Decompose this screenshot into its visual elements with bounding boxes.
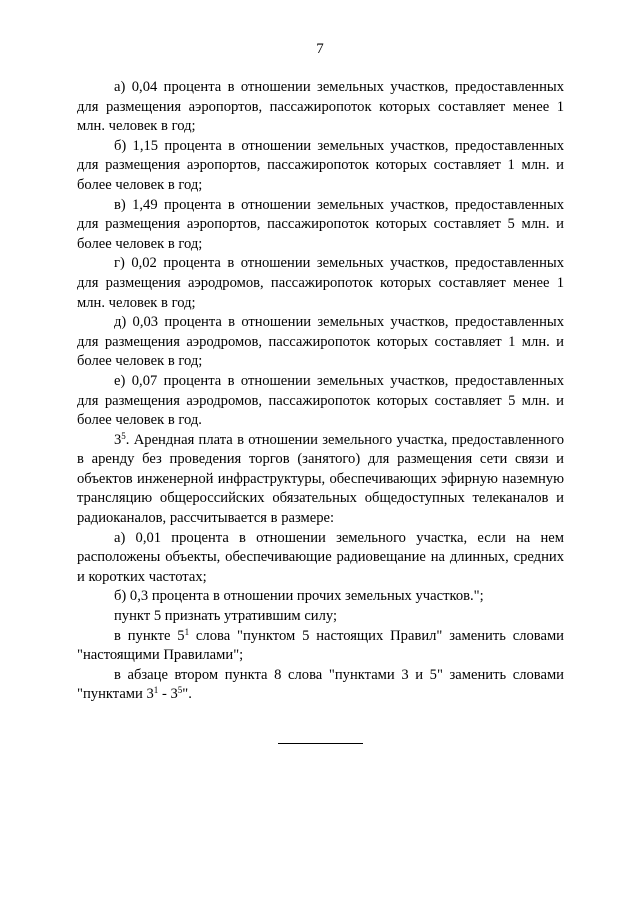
amend-text: слова "пунктом 5 настоящих Правил" заменить словами "настоящими Правилами"; (77, 627, 564, 664)
clause-superscript: 5 (121, 430, 126, 441)
end-separator-line (278, 743, 363, 744)
paragraph-item-a-radio: а) 0,01 процента в отношении земельного участка, если на нем расположены объекты, обеспечивающие радиовещание на длинных, средних и коротких частотах; (77, 529, 564, 585)
clause-text: . Арендная плата в отношении земельного участка, предоставленного в аренду без проведения торгов (занятого) для размещения сети связи и объектов инженерной инфраструктуры, обеспечивающих эфирную наземную трансляцию общероссийских обязательных общедоступных телеканалов и радиоканалов, рассчитывается в размере: (77, 431, 564, 527)
paragraph-clause-5-repeal: пункт 5 признать утратившим силу; (114, 608, 338, 625)
paragraph-item-e-aerodromes: е) 0,07 процента в отношении земельных участков, предоставленных для размещения аэродромов, пассажиропоток которых составляет 5 млн. и более человек в год. (77, 372, 564, 429)
clause-number: 3 (114, 431, 122, 448)
paragraph-item-d-aerodromes: д) 0,03 процента в отношении земельных участков, предоставленных для размещения аэродромов, пассажиропоток которых составляет 1 млн. и более человек в год; (77, 314, 564, 370)
paragraph-clause-8-amend (77, 666, 564, 705)
paragraph-clause-3-5 (77, 431, 564, 529)
paragraph-clause-5-1-amend (77, 627, 564, 666)
amend-superscript-1: 1 (153, 685, 159, 696)
paragraph-item-g-aerodromes: г) 0,02 процента в отношении земельных участков, предоставленных для размещения аэродромов, пассажиропоток которых составляет менее 1 млн. человек в год; (77, 255, 564, 311)
paragraph-item-v-airports: в) 1,49 процента в отношении земельных участков, предоставленных для размещения аэропортов, пассажиропоток которых составляет 5 млн. и более человек в год; (77, 196, 564, 252)
paragraph-item-b-other: б) 0,3 процента в отношении прочих земельных участков."; (114, 588, 484, 605)
amend-closing: ". (182, 686, 192, 703)
amend-superscript-5: 5 (177, 685, 183, 696)
document-body (77, 78, 564, 705)
amend-range-dash: - 3 (158, 686, 178, 703)
page-number: 7 (316, 41, 324, 57)
paragraph-item-b-airports: б) 1,15 процента в отношении земельных участков, предоставленных для размещения аэропортов, пассажиропоток которых составляет 1 млн. и более человек в год; (77, 137, 564, 193)
amend-superscript: 1 (184, 626, 190, 637)
amend-prefix: в пункте 5 (114, 627, 185, 644)
amend-text: в абзаце втором пункта 8 слова "пунктами 3 и 5" заменить словами "пунктами 3 (77, 666, 564, 703)
paragraph-item-a-airports: а) 0,04 процента в отношении земельных участков, предоставленных для размещения аэропортов, пассажиропоток которых составляет менее 1 млн. человек в год; (77, 79, 564, 135)
